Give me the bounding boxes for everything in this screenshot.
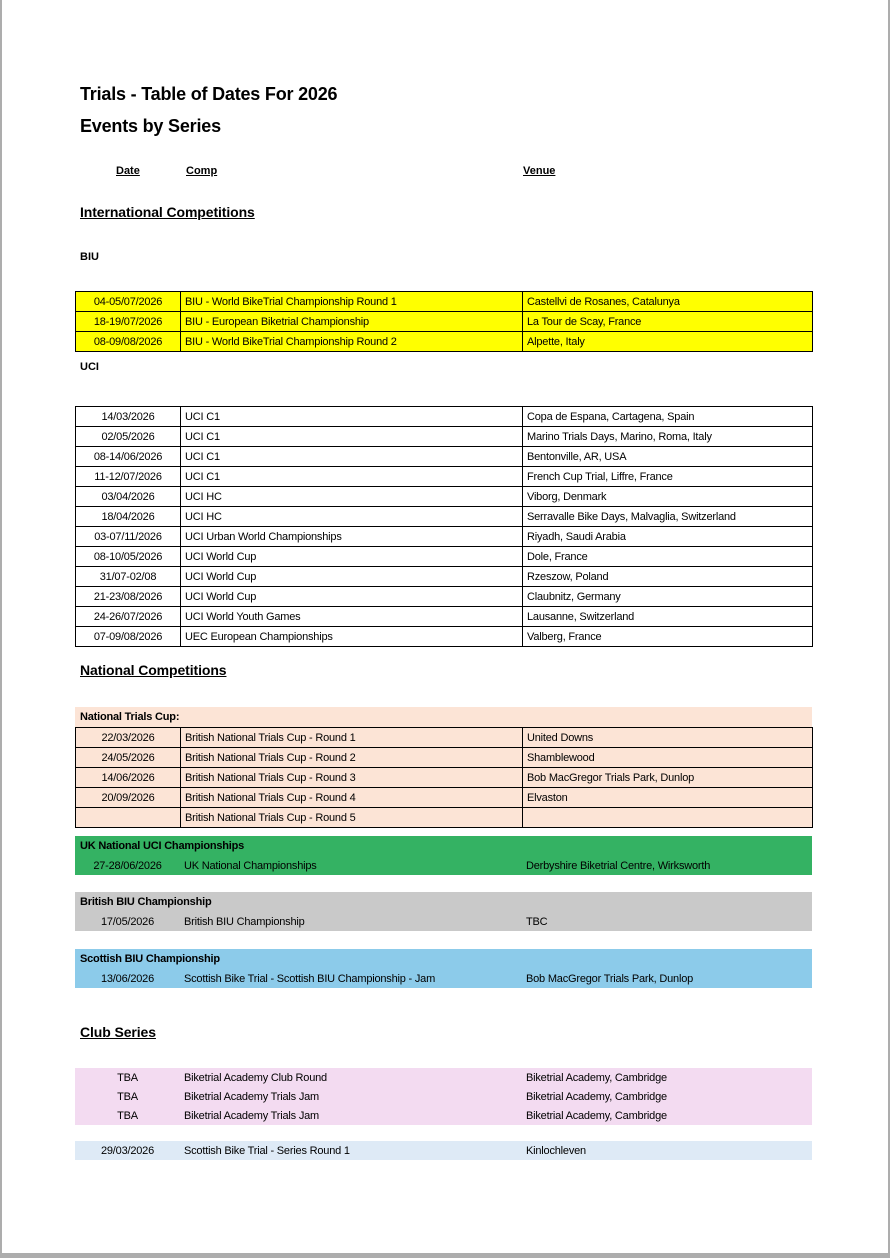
date-cell: 27-28/06/2026 [93,859,162,872]
venue-cell: Elvaston [523,788,813,808]
venue-cell: Derbyshire Biketrial Centre, Wirksworth [526,859,711,872]
section-heading-national: National Competitions [80,662,227,678]
date-cell: 08-09/08/2026 [76,332,181,352]
comp-cell: British National Trials Cup - Round 3 [181,768,523,788]
uk-national-uci-table [75,856,812,875]
venue-cell: Castellvi de Rosanes, Catalunya [523,292,813,312]
venue-cell: United Downs [523,728,813,748]
table-row [76,427,813,447]
table-row [76,487,813,507]
column-header-comp: Comp [186,165,218,177]
table-row [76,332,813,352]
venue-cell: Alpette, Italy [523,332,813,352]
uk-national-uci-header: UK National UCI Championships [80,840,245,852]
comp-cell: British National Trials Cup - Round 1 [181,728,523,748]
date-cell: 22/03/2026 [76,728,181,748]
comp-cell: UCI HC [181,487,523,507]
comp-cell: Scottish Bike Trial - Series Round 1 [184,1144,350,1157]
table-row [76,547,813,567]
section-heading-international: International Competitions [80,204,255,220]
venue-cell: La Tour de Scay, France [523,312,813,332]
comp-cell: British BIU Championship [184,915,305,928]
date-cell: 20/09/2026 [76,788,181,808]
comp-cell: UK National Championships [184,859,317,872]
venue-cell: Valberg, France [523,627,813,647]
venue-cell: Claubnitz, Germany [523,587,813,607]
venue-cell: Lausanne, Switzerland [523,607,813,627]
table-row [76,768,813,788]
venue-cell: Marino Trials Days, Marino, Roma, Italy [523,427,813,447]
table-row [76,567,813,587]
table-row [76,748,813,768]
table-row [75,1087,812,1106]
british-biu-table [75,912,812,931]
table-row [76,407,813,427]
date-cell: 17/05/2026 [100,915,155,928]
venue-cell: Viborg, Denmark [523,487,813,507]
table-row [76,447,813,467]
scottish-series-table [75,1141,812,1160]
date-cell: TBA [117,1090,138,1103]
date-cell: 04-05/07/2026 [76,292,181,312]
venue-cell: Riyadh, Saudi Arabia [523,527,813,547]
date-cell: 18/04/2026 [76,507,181,527]
venue-cell: Kinlochleven [526,1144,586,1157]
table-row [75,912,812,931]
venue-cell: Rzeszow, Poland [523,567,813,587]
page-edge-left [0,0,2,1258]
comp-cell: BIU - European Biketrial Championship [181,312,523,332]
table-row [76,312,813,332]
date-cell: TBA [117,1071,138,1084]
national-trials-cup-block [75,707,812,828]
scottish-biu-header: Scottish BIU Championship [80,953,220,965]
column-header-date: Date [116,165,140,177]
column-header-venue: Venue [523,165,556,177]
date-cell: 24/05/2026 [76,748,181,768]
venue-cell: Copa de Espana, Cartagena, Spain [523,407,813,427]
date-cell: 02/05/2026 [76,427,181,447]
date-cell: TBA [117,1109,138,1122]
national-trials-cup-header: National Trials Cup: [75,707,812,727]
table-row [76,587,813,607]
table-row [76,728,813,748]
british-biu-block [75,892,812,931]
table-row [76,527,813,547]
british-biu-header: British BIU Championship [80,896,212,908]
date-cell: 08-14/06/2026 [76,447,181,467]
comp-cell: UCI World Cup [181,547,523,567]
table-row [76,507,813,527]
table-row [75,856,812,875]
section-heading-club: Club Series [80,1024,156,1040]
scottish-biu-block [75,949,812,988]
table-row [76,808,813,828]
comp-cell: UCI Urban World Championships [181,527,523,547]
date-cell: 03/04/2026 [76,487,181,507]
comp-cell: BIU - World BikeTrial Championship Round 1 [181,292,523,312]
table-row [76,467,813,487]
comp-cell: UEC European Championships [181,627,523,647]
date-cell: 03-07/11/2026 [76,527,181,547]
date-cell: 08-10/05/2026 [76,547,181,567]
page-title-line1: Trials - Table of Dates For 2026 [80,84,338,104]
table-row [76,607,813,627]
date-cell: 14/06/2026 [76,768,181,788]
national-trials-cup-table [75,727,813,828]
date-cell: 18-19/07/2026 [76,312,181,332]
subsection-label-uci: UCI [80,361,99,373]
table-row [75,1106,812,1125]
venue-cell: Bentonville, AR, USA [523,447,813,467]
date-cell: 29/03/2026 [100,1144,155,1157]
comp-cell: British National Trials Cup - Round 4 [181,788,523,808]
biu-table [75,291,813,352]
comp-cell: UCI World Cup [181,587,523,607]
date-cell: 31/07-02/08 [76,567,181,587]
venue-cell: Biketrial Academy, Cambridge [526,1109,667,1122]
date-cell: 11-12/07/2026 [76,467,181,487]
venue-cell: Bob MacGregor Trials Park, Dunlop [523,768,813,788]
venue-cell: Bob MacGregor Trials Park, Dunlop [526,972,694,985]
comp-cell: UCI World Cup [181,567,523,587]
venue-cell: Biketrial Academy, Cambridge [526,1071,667,1084]
uci-table [75,406,813,647]
comp-cell: UCI C1 [181,467,523,487]
date-cell: 24-26/07/2026 [76,607,181,627]
page-edge-bottom [0,1253,890,1258]
subsection-label-biu: BIU [80,251,99,263]
comp-cell: BIU - World BikeTrial Championship Round 2 [181,332,523,352]
table-row [75,969,812,988]
uk-national-uci-block [75,836,812,875]
comp-cell: UCI HC [181,507,523,527]
table-row [76,788,813,808]
date-cell: 07-09/08/2026 [76,627,181,647]
comp-cell: British National Trials Cup - Round 5 [181,808,523,828]
comp-cell: British National Trials Cup - Round 2 [181,748,523,768]
comp-cell: UCI C1 [181,447,523,467]
date-cell [76,808,181,828]
comp-cell: Biketrial Academy Trials Jam [184,1109,319,1122]
comp-cell: Scottish Bike Trial - Scottish BIU Championship - Jam [184,972,436,985]
scottish-biu-table [75,969,812,988]
table-row [75,1068,812,1087]
table-row [76,292,813,312]
venue-cell: Biketrial Academy, Cambridge [526,1090,667,1103]
comp-cell: Biketrial Academy Trials Jam [184,1090,319,1103]
comp-cell: Biketrial Academy Club Round [184,1071,327,1084]
table-row [75,1141,812,1160]
page-title-line2: Events by Series [80,116,221,136]
table-row [76,627,813,647]
date-cell: 14/03/2026 [76,407,181,427]
venue-cell: Shamblewood [523,748,813,768]
venue-cell: French Cup Trial, Liffre, France [523,467,813,487]
date-cell: 13/06/2026 [100,972,155,985]
venue-cell: TBC [526,915,548,928]
biketrial-academy-table [75,1068,812,1125]
comp-cell: UCI World Youth Games [181,607,523,627]
venue-cell: Dole, France [523,547,813,567]
comp-cell: UCI C1 [181,407,523,427]
venue-cell [523,808,813,828]
venue-cell: Serravalle Bike Days, Malvaglia, Switzerland [523,507,813,527]
comp-cell: UCI C1 [181,427,523,447]
date-cell: 21-23/08/2026 [76,587,181,607]
